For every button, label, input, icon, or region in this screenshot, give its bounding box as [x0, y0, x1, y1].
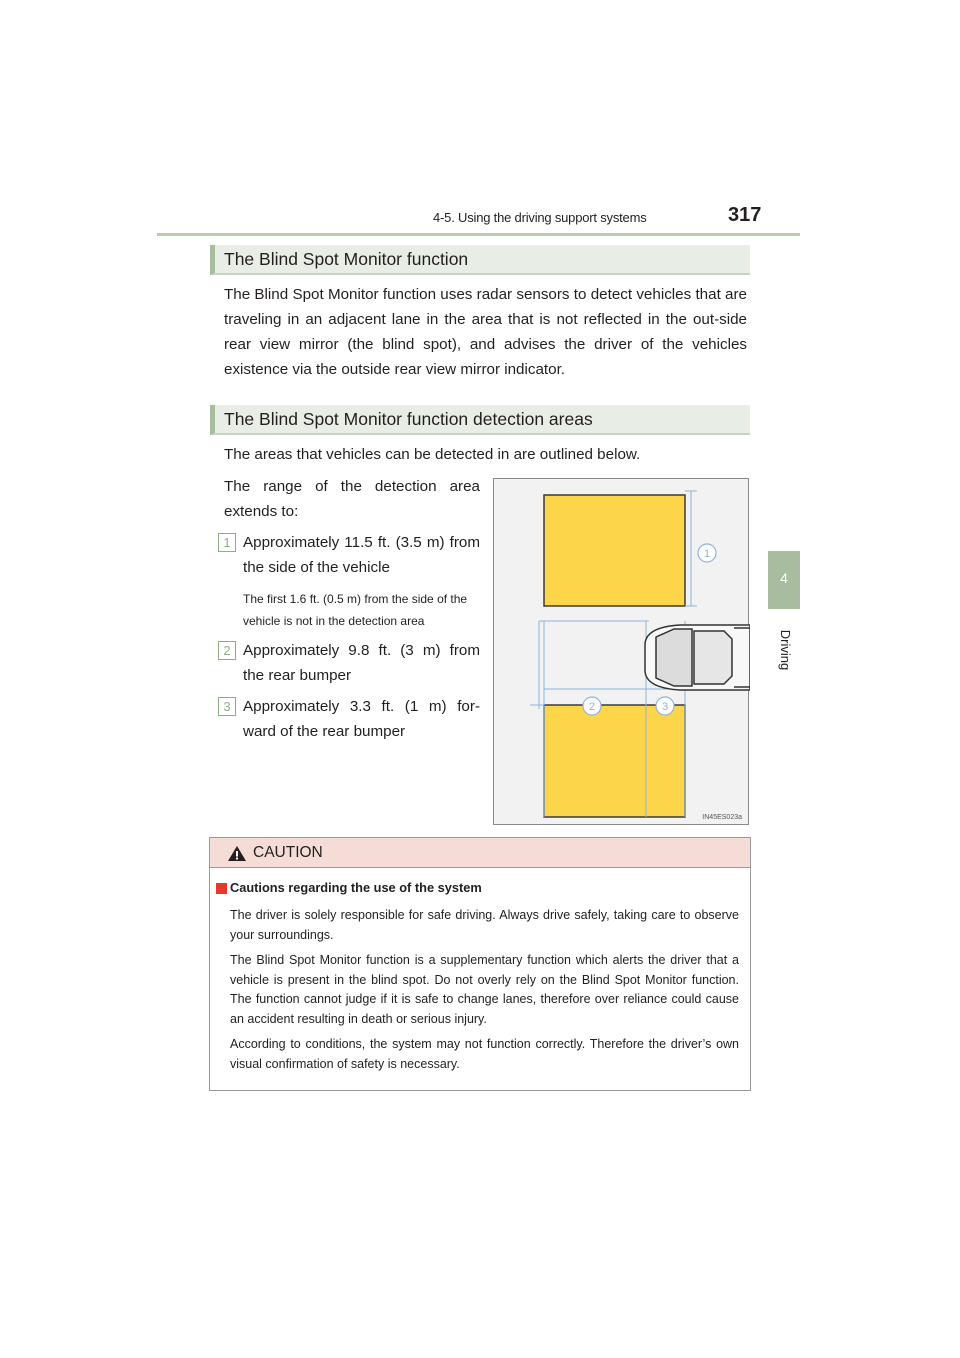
callout-1-label: 1 — [703, 548, 711, 560]
chapter-label: Driving — [778, 629, 793, 671]
callout-2-label: 2 — [588, 701, 596, 713]
item-text-2: Approximately 9.8 ft. (3 m) from the rear bumper — [243, 642, 480, 684]
figure-code: IN45ES023a — [702, 814, 742, 821]
caution-title: CAUTION — [253, 844, 323, 861]
running-header: 4-5. Using the driving support systems — [433, 210, 647, 225]
section-body-text: The areas that vehicles can be detected in are outlined below. — [224, 446, 641, 463]
chapter-number: 4 — [780, 570, 788, 586]
section-heading-detection-areas — [210, 405, 750, 435]
bullet-square-icon — [216, 883, 227, 894]
item-text-3: Approximately 3.3 ft. (1 m) for-ward of the rear bumper — [243, 698, 480, 740]
car-illustration — [645, 625, 750, 690]
item-number-3: 3 — [218, 697, 236, 716]
caution-header — [210, 838, 750, 868]
detection-area-diagram — [493, 478, 749, 825]
section-heading-text: The Blind Spot Monitor function detection areas — [224, 409, 593, 429]
item-number-1: 1 — [218, 533, 236, 552]
range-intro-text: The range of the detection area extends to: — [224, 478, 480, 520]
section-heading-bsm-function — [210, 245, 750, 275]
item-number-2: 2 — [218, 641, 236, 660]
section-body-text: The Blind Spot Monitor function uses radar sensors to detect vehicles that are traveling in an adjacent lane in the area that is not reflected in the out-side rear view mirror (the blind spot), and advises the driver of the vehicles existence via the outside rear view mirror indicator. — [224, 286, 747, 378]
caution-paragraph: According to conditions, the system may not function correctly. Therefore the driver’s own visual confirmation of safety is necessary. — [230, 1037, 739, 1071]
diagram-svg — [494, 479, 750, 826]
detection-area-lower — [544, 705, 685, 817]
header-divider — [157, 233, 800, 236]
item-text-1: Approximately 11.5 ft. (3.5 m) from the side of the vehicle — [243, 534, 480, 576]
caution-subheading: Cautions regarding the use of the system — [230, 880, 482, 895]
callout-3-label: 3 — [661, 701, 669, 713]
caution-paragraph: The driver is solely responsible for safe driving. Always drive safely, taking care to observe your surroundings. — [230, 908, 739, 942]
caution-paragraph: The Blind Spot Monitor function is a supplementary function which alerts the driver that a vehicle is present in the blind spot. Do not overly rely on the Blind Spot Monitor function. The function cannot judge if it is safe to change lanes, therefore over reliance could cause an accident resulting in death or serious injury. — [230, 953, 739, 1026]
caution-box — [209, 837, 751, 1091]
detection-area-upper — [544, 495, 685, 606]
page-number: 317 — [728, 204, 762, 226]
warning-icon — [227, 845, 247, 862]
item-note-1: The first 1.6 ft. (0.5 m) from the side of the vehicle is not in the detection area — [243, 592, 468, 628]
section-heading-text: The Blind Spot Monitor function — [224, 249, 469, 269]
